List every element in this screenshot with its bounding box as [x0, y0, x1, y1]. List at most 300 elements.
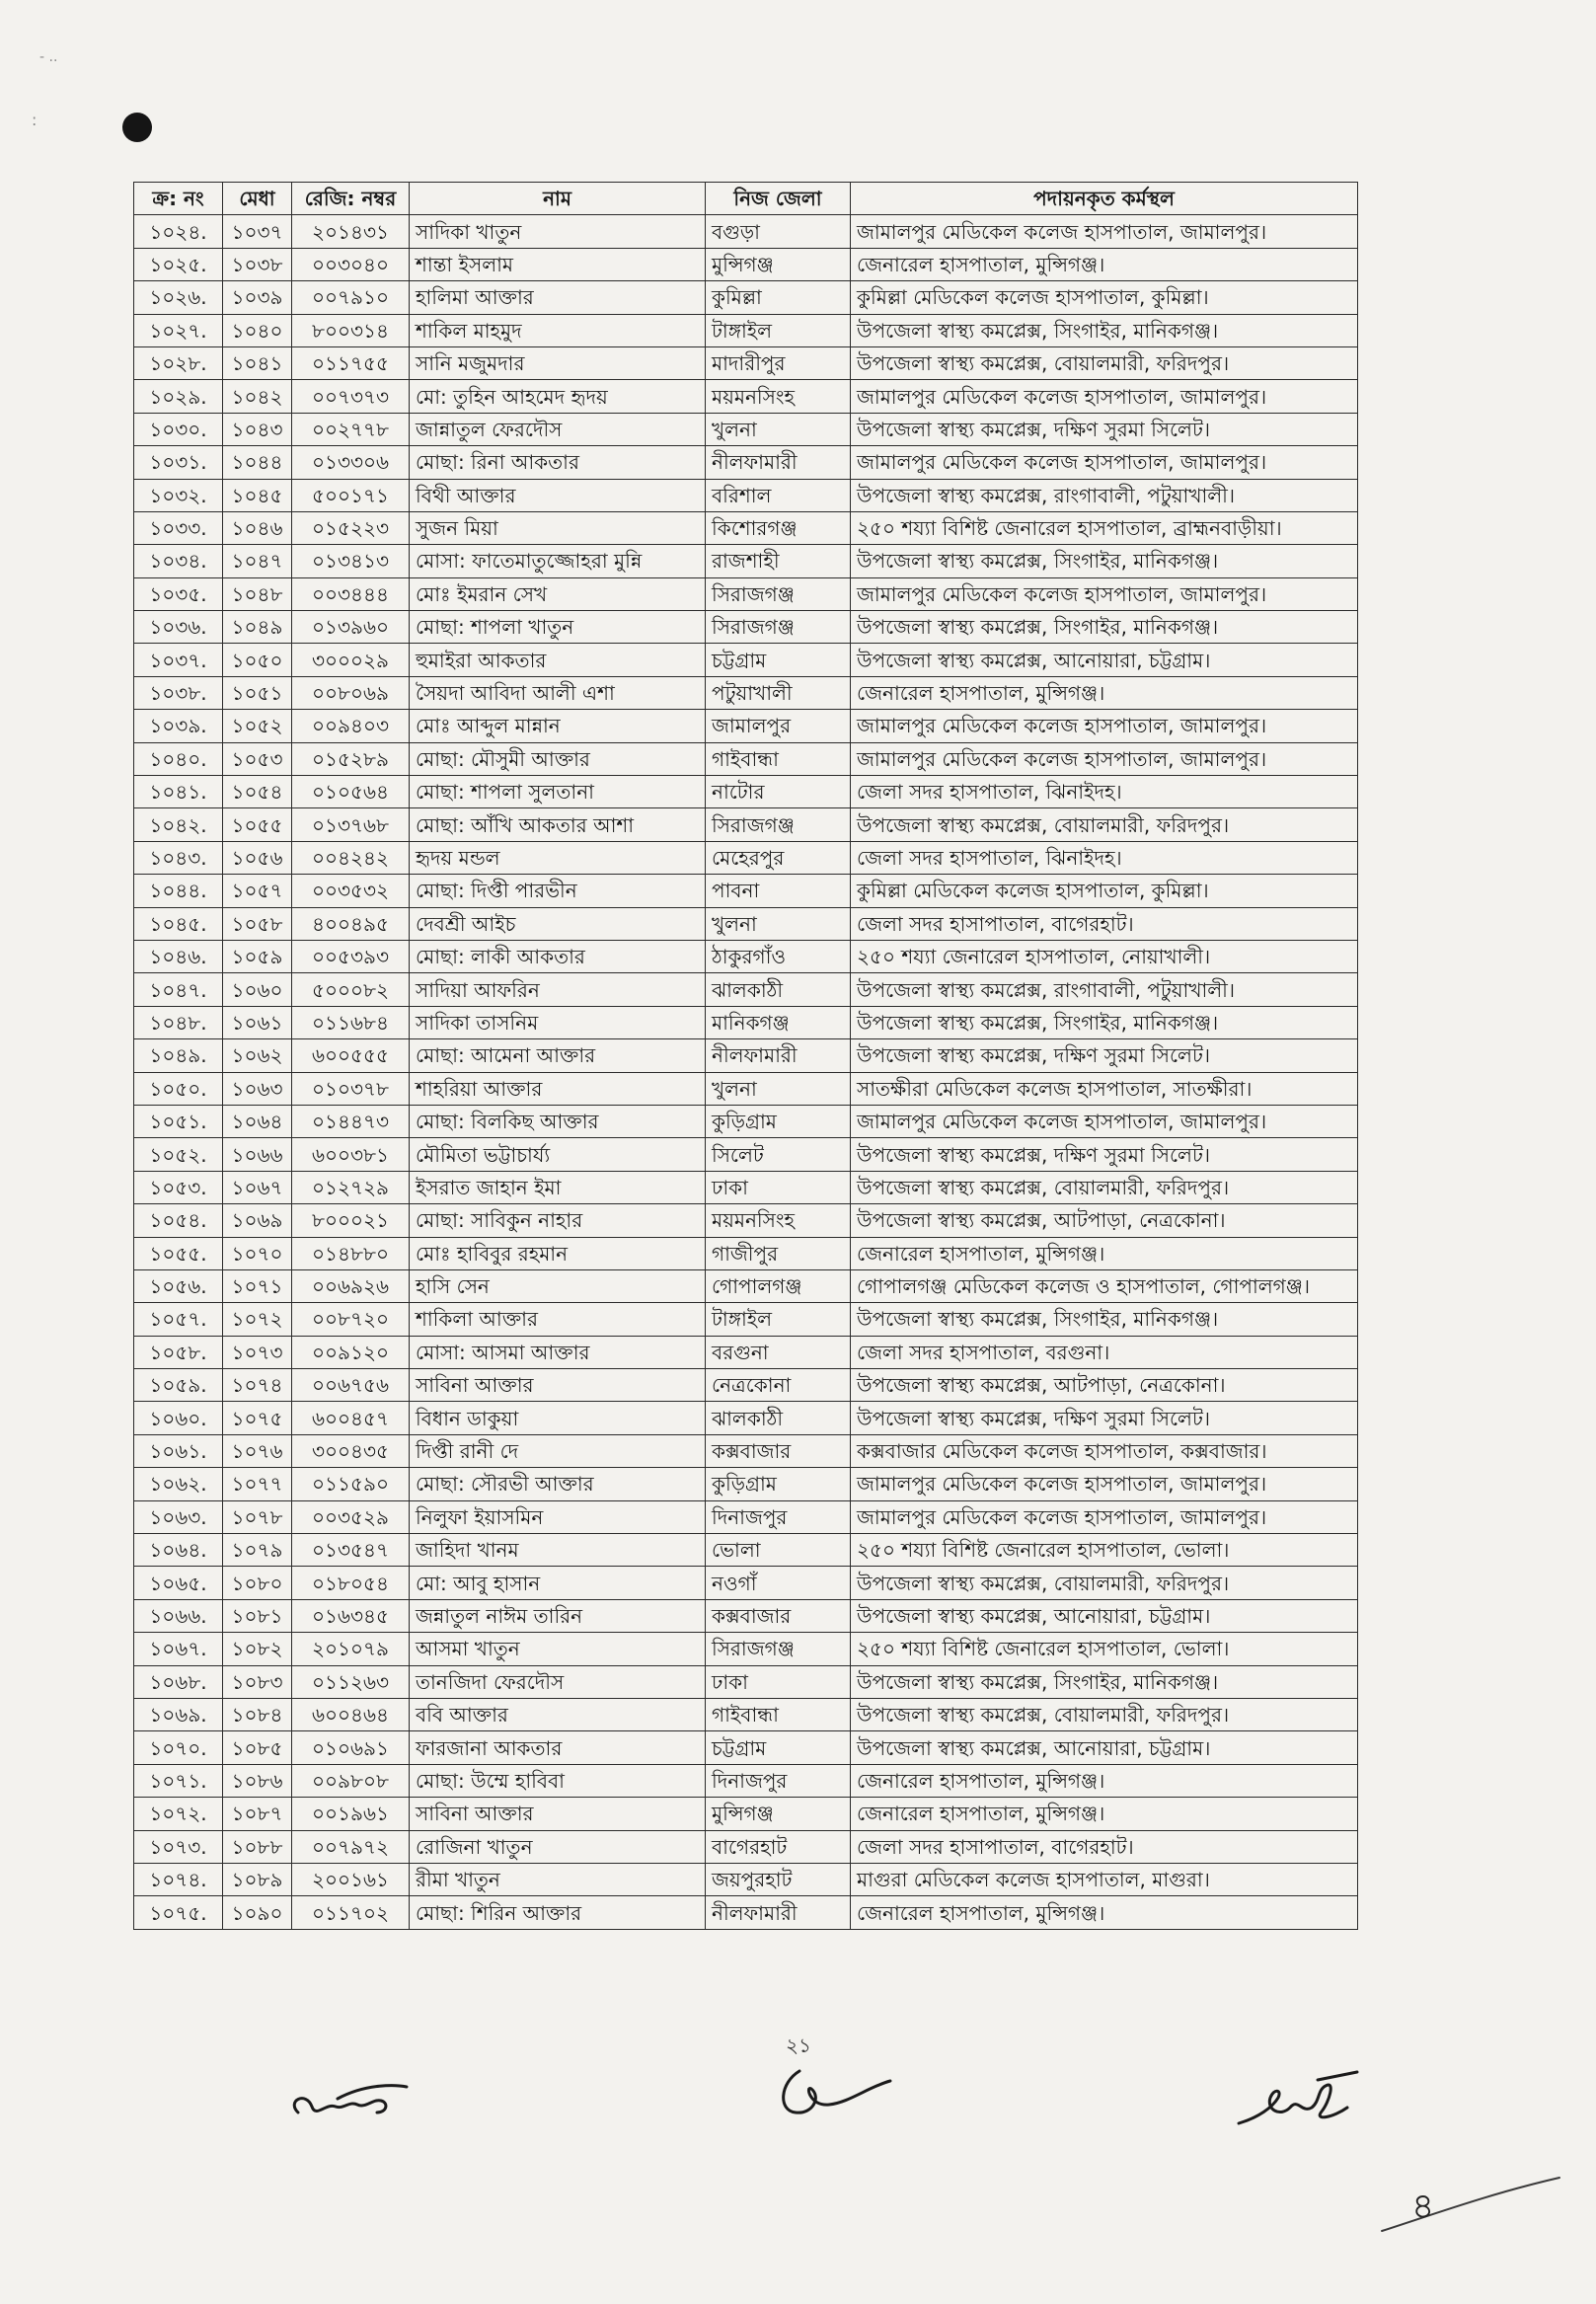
cell-merit: ১০৮৭ — [223, 1798, 292, 1830]
cell-posting-place: জামালপুর মেডিকেল কলেজ হাসপাতাল, জামালপুর। — [851, 577, 1358, 610]
cell-posting-place: ২৫০ শয্যা বিশিষ্ট জেনারেল হাসপাতাল, ভোলা। — [851, 1534, 1358, 1567]
table-row — [134, 1171, 1358, 1203]
cell-reg-no: ০১১৬৮৪ — [292, 1006, 410, 1038]
cell-serial: ১০৫৮. — [134, 1336, 223, 1368]
cell-serial: ১০৫০. — [134, 1072, 223, 1105]
cell-home-district: ঝালকাঠী — [706, 1402, 851, 1434]
cell-name: জাহিদা খানম — [410, 1534, 706, 1567]
table-row — [134, 1534, 1358, 1567]
cell-posting-place: উপজেলা স্বাস্থ্য কমপ্লেক্স, সিংগাইর, মানিকগঞ্জ। — [851, 611, 1358, 644]
cell-posting-place: উপজেলা স্বাস্থ্য কমপ্লেক্স, সিংগাইর, মানিকগঞ্জ। — [851, 1665, 1358, 1698]
cell-serial: ১০৬৩. — [134, 1500, 223, 1533]
cell-home-district: রাজশাহী — [706, 545, 851, 577]
cell-merit: ১০৭০ — [223, 1237, 292, 1269]
page-number: ২১ — [786, 2034, 811, 2057]
cell-merit: ১০৬২ — [223, 1039, 292, 1072]
cell-serial: ১০৩০. — [134, 413, 223, 445]
cell-posting-place: ২৫০ শয্যা জেনারেল হাসপাতাল, নোয়াখালী। — [851, 940, 1358, 972]
cell-home-district: ঢাকা — [706, 1665, 851, 1698]
cell-home-district: মুন্সিগঞ্জ — [706, 1798, 851, 1830]
cell-serial: ১০৩৯. — [134, 710, 223, 742]
cell-reg-no: ০০৫৩৯৩ — [292, 940, 410, 972]
cell-reg-no: ০১১২৬৩ — [292, 1665, 410, 1698]
cell-name: মো: আবু হাসান — [410, 1567, 706, 1599]
table-row — [134, 1039, 1358, 1072]
table-row — [134, 776, 1358, 808]
table-row — [134, 346, 1358, 379]
cell-posting-place: কুমিল্লা মেডিকেল কলেজ হাসপাতাল, কুমিল্লা। — [851, 875, 1358, 907]
cell-reg-no: ০০৮৭২০ — [292, 1303, 410, 1336]
cell-merit: ১০৪২ — [223, 380, 292, 413]
cell-reg-no: ০১১৫৯০ — [292, 1468, 410, 1500]
cell-merit: ১০৮৫ — [223, 1731, 292, 1764]
cell-merit: ১০৬৭ — [223, 1171, 292, 1203]
cell-merit: ১০৮২ — [223, 1633, 292, 1665]
cell-reg-no: ৬০০৫৫৫ — [292, 1039, 410, 1072]
cell-serial: ১০৪৫. — [134, 907, 223, 940]
cell-posting-place: উপজেলা স্বাস্থ্য কমপ্লেক্স, সিংগাইর, মানিকগঞ্জ। — [851, 1303, 1358, 1336]
cell-reg-no: ০১০৩৭৮ — [292, 1072, 410, 1105]
cell-posting-place: গোপালগঞ্জ মেডিকেল কলেজ ও হাসপাতাল, গোপালগঞ্জ। — [851, 1269, 1358, 1302]
cell-home-district: বাগেরহাট — [706, 1830, 851, 1863]
cell-serial: ১০৬৮. — [134, 1665, 223, 1698]
cell-home-district: টাঙ্গাইল — [706, 314, 851, 346]
cell-serial: ১০৪৬. — [134, 940, 223, 972]
cell-posting-place: জামালপুর মেডিকেল কলেজ হাসপাতাল, জামালপুর। — [851, 215, 1358, 248]
header-home-district: নিজ জেলা — [706, 183, 851, 215]
cell-name: সাদিকা খাতুন — [410, 215, 706, 248]
cell-name: মোঃ হাবিবুর রহমান — [410, 1237, 706, 1269]
cell-posting-place: জেলা সদর হাসপাতাল, ঝিনাইদহ। — [851, 841, 1358, 874]
posting-table — [133, 182, 1358, 1930]
cell-name: মৌমিতা ভট্টাচার্য্য — [410, 1138, 706, 1171]
cell-name: সুজন মিয়া — [410, 511, 706, 544]
cell-posting-place: উপজেলা স্বাস্থ্য কমপ্লেক্স, সিংগাইর, মানিকগঞ্জ। — [851, 545, 1358, 577]
cell-merit: ১০৬০ — [223, 973, 292, 1006]
cell-home-district: মুন্সিগঞ্জ — [706, 248, 851, 280]
cell-reg-no: ০১০৬৯১ — [292, 1731, 410, 1764]
cell-posting-place: উপজেলা স্বাস্থ্য কমপ্লেক্স, বোয়ালমারী, ফরিদপুর। — [851, 1567, 1358, 1599]
cell-home-district: ঠাকুরগাঁও — [706, 940, 851, 972]
cell-merit: ১০৮০ — [223, 1567, 292, 1599]
cell-reg-no: ০১১৭০২ — [292, 1896, 410, 1929]
cell-home-district: ভোলা — [706, 1534, 851, 1567]
cell-merit: ১০৪১ — [223, 346, 292, 379]
table-row — [134, 907, 1358, 940]
table-row — [134, 1468, 1358, 1500]
cell-reg-no: ০১৬৩৪৫ — [292, 1599, 410, 1632]
cell-name: হালিমা আক্তার — [410, 281, 706, 314]
table-row — [134, 446, 1358, 479]
table-row — [134, 1698, 1358, 1730]
cell-home-district: নেত্রকোনা — [706, 1369, 851, 1402]
cell-merit: ১০৪৫ — [223, 479, 292, 511]
cell-merit: ১০৭৭ — [223, 1468, 292, 1500]
table-row — [134, 1237, 1358, 1269]
cell-merit: ১০৭১ — [223, 1269, 292, 1302]
cell-reg-no: ০১৩৩০৬ — [292, 446, 410, 479]
cell-serial: ১০৩৪. — [134, 545, 223, 577]
punch-hole — [122, 113, 152, 142]
cell-serial: ১০৩৭. — [134, 644, 223, 676]
cell-home-district: গাজীপুর — [706, 1237, 851, 1269]
cell-home-district: সিলেট — [706, 1138, 851, 1171]
cell-home-district: চট্টগ্রাম — [706, 1731, 851, 1764]
cell-reg-no: ০০৩৪৪৪ — [292, 577, 410, 610]
cell-posting-place: জেনারেল হাসপাতাল, মুন্সিগঞ্জ। — [851, 1764, 1358, 1797]
cell-merit: ১০৪০ — [223, 314, 292, 346]
cell-reg-no: ৮০০০২১ — [292, 1204, 410, 1237]
cell-posting-place: জেনারেল হাসপাতাল, মুন্সিগঞ্জ। — [851, 1798, 1358, 1830]
cell-serial: ১০৩২. — [134, 479, 223, 511]
cell-serial: ১০৩৫. — [134, 577, 223, 610]
cell-merit: ১০৫৮ — [223, 907, 292, 940]
cell-posting-place: উপজেলা স্বাস্থ্য কমপ্লেক্স, দক্ষিণ সুরমা সিলেট। — [851, 1402, 1358, 1434]
cell-name: মোছা: বিলকিছ আক্তার — [410, 1105, 706, 1137]
cell-home-district: মাদারীপুর — [706, 346, 851, 379]
cell-home-district: বরগুনা — [706, 1336, 851, 1368]
cell-name: জন্নাতুল নাঈম তারিন — [410, 1599, 706, 1632]
cell-reg-no: ৬০০৪৫৭ — [292, 1402, 410, 1434]
cell-reg-no: ০১৫২২৩ — [292, 511, 410, 544]
cell-home-district: সিরাজগঞ্জ — [706, 577, 851, 610]
table-row — [134, 215, 1358, 248]
table-row — [134, 676, 1358, 709]
cell-home-district: মেহেরপুর — [706, 841, 851, 874]
cell-serial: ১০৬০. — [134, 1402, 223, 1434]
cell-reg-no: ০০৪২৪২ — [292, 841, 410, 874]
cell-reg-no: ০০৮০৬৯ — [292, 676, 410, 709]
cell-name: মোঃ আব্দুল মান্নান — [410, 710, 706, 742]
cell-serial: ১০৫৭. — [134, 1303, 223, 1336]
cell-name: দেবশ্রী আইচ — [410, 907, 706, 940]
cell-merit: ১০৩৮ — [223, 248, 292, 280]
cell-posting-place: জামালপুর মেডিকেল কলেজ হাসপাতাল, জামালপুর। — [851, 380, 1358, 413]
cell-posting-place: জামালপুর মেডিকেল কলেজ হাসপাতাল, জামালপুর। — [851, 710, 1358, 742]
cell-name: সাবিনা আক্তার — [410, 1369, 706, 1402]
table-row — [134, 875, 1358, 907]
cell-home-district: খুলনা — [706, 1072, 851, 1105]
cell-serial: ১০৪৪. — [134, 875, 223, 907]
cell-name: সাদিয়া আফরিন — [410, 973, 706, 1006]
cell-name: মোছা: রিনা আকতার — [410, 446, 706, 479]
cell-name: মোসা: আসমা আক্তার — [410, 1336, 706, 1368]
cell-reg-no: ০১২৭২৯ — [292, 1171, 410, 1203]
cell-name: সৈয়দা আবিদা আলী এশা — [410, 676, 706, 709]
cell-posting-place: জেলা সদর হাসাপাতাল, বাগেরহাট। — [851, 907, 1358, 940]
cell-serial: ১০৭১. — [134, 1764, 223, 1797]
table-row — [134, 1105, 1358, 1137]
cell-name: সানি মজুমদার — [410, 346, 706, 379]
cell-merit: ১০৭৫ — [223, 1402, 292, 1434]
cell-name: মোছা: আমেনা আক্তার — [410, 1039, 706, 1072]
cell-name: মোছা: দিপ্তী পারভীন — [410, 875, 706, 907]
cell-posting-place: উপজেলা স্বাস্থ্য কমপ্লেক্স, আনোয়ারা, চট্টগ্রাম। — [851, 1731, 1358, 1764]
cell-reg-no: ৫০০১৭১ — [292, 479, 410, 511]
signature-center — [770, 2053, 898, 2132]
cell-home-district: কিশোরগঞ্জ — [706, 511, 851, 544]
cell-reg-no: ০১৩৪১৩ — [292, 545, 410, 577]
cell-name: হুমাইরা আকতার — [410, 644, 706, 676]
cell-serial: ১০৪৯. — [134, 1039, 223, 1072]
table-row — [134, 1303, 1358, 1336]
cell-name: রীমা খাতুন — [410, 1863, 706, 1895]
table-row — [134, 1500, 1358, 1533]
cell-merit: ১০৮৯ — [223, 1863, 292, 1895]
cell-home-district: দিনাজপুর — [706, 1764, 851, 1797]
cell-reg-no: ০০৩৫৩২ — [292, 875, 410, 907]
cell-name: মো: তুহিন আহমেদ হৃদয় — [410, 380, 706, 413]
table-row — [134, 611, 1358, 644]
cell-name: মোছা: শাপলা খাতুন — [410, 611, 706, 644]
cell-home-district: নীলফামারী — [706, 1896, 851, 1929]
cell-name: মোছা: শিরিন আক্তার — [410, 1896, 706, 1929]
cell-serial: ১০৬১. — [134, 1434, 223, 1467]
cell-merit: ১০৪৮ — [223, 577, 292, 610]
cell-merit: ১০৬১ — [223, 1006, 292, 1038]
cell-posting-place: জেনারেল হাসপাতাল, মুন্সিগঞ্জ। — [851, 1896, 1358, 1929]
table-row — [134, 1434, 1358, 1467]
cell-merit: ১০৬৬ — [223, 1138, 292, 1171]
cell-reg-no: ০১১৭৫৫ — [292, 346, 410, 379]
cell-merit: ১০৭৬ — [223, 1434, 292, 1467]
cell-home-district: ময়মনসিংহ — [706, 1204, 851, 1237]
cell-name: হৃদয় মন্ডল — [410, 841, 706, 874]
cell-reg-no: ২০০১৬১ — [292, 1863, 410, 1895]
cell-posting-place: জেনারেল হাসপাতাল, মুন্সিগঞ্জ। — [851, 248, 1358, 280]
cell-reg-no: ০০২৭৭৮ — [292, 413, 410, 445]
cell-home-district: নীলফামারী — [706, 1039, 851, 1072]
cell-home-district: টাঙ্গাইল — [706, 1303, 851, 1336]
cell-merit: ১০৫৩ — [223, 742, 292, 775]
cell-serial: ১০৭২. — [134, 1798, 223, 1830]
cell-merit: ১০৮৬ — [223, 1764, 292, 1797]
cell-reg-no: ০০৭৯৭২ — [292, 1830, 410, 1863]
table-row — [134, 1072, 1358, 1105]
cell-posting-place: জেনারেল হাসপাতাল, মুন্সিগঞ্জ। — [851, 676, 1358, 709]
cell-home-district: পাবনা — [706, 875, 851, 907]
cell-posting-place: উপজেলা স্বাস্থ্য কমপ্লেক্স, সিংগাইর, মানিকগঞ্জ। — [851, 1006, 1358, 1038]
cell-serial: ১০৪৭. — [134, 973, 223, 1006]
cell-name: বিধান ডাকুয়া — [410, 1402, 706, 1434]
cell-merit: ১০৫১ — [223, 676, 292, 709]
cell-merit: ১০৭৪ — [223, 1369, 292, 1402]
cell-posting-place: কক্সবাজার মেডিকেল কলেজ হাসপাতাল, কক্সবাজার। — [851, 1434, 1358, 1467]
cell-posting-place: জামালপুর মেডিকেল কলেজ হাসপাতাল, জামালপুর। — [851, 742, 1358, 775]
table-row — [134, 940, 1358, 972]
table-row — [134, 1896, 1358, 1929]
cell-serial: ১০৭৫. — [134, 1896, 223, 1929]
cell-serial: ১০৫১. — [134, 1105, 223, 1137]
header-name: নাম — [410, 183, 706, 215]
cell-reg-no: ২০১০৭৯ — [292, 1633, 410, 1665]
cell-serial: ১০২৪. — [134, 215, 223, 248]
cell-reg-no: ০১০৫৬৪ — [292, 776, 410, 808]
cell-reg-no: ০০৩০৪০ — [292, 248, 410, 280]
cell-serial: ১০৪২. — [134, 808, 223, 841]
table-row — [134, 1599, 1358, 1632]
cell-name: মোছা: শাপলা সুলতানা — [410, 776, 706, 808]
cell-serial: ১০৩৬. — [134, 611, 223, 644]
cell-serial: ১০৫৩. — [134, 1171, 223, 1203]
cell-merit: ১০৩৯ — [223, 281, 292, 314]
table-row — [134, 1567, 1358, 1599]
cell-name: মোছা: লাকী আকতার — [410, 940, 706, 972]
cell-serial: ১০৪৩. — [134, 841, 223, 874]
table-row — [134, 1830, 1358, 1863]
cell-reg-no: ০০৭৩৭৩ — [292, 380, 410, 413]
cell-merit: ১০৭৯ — [223, 1534, 292, 1567]
table-header-row — [134, 183, 1358, 215]
cell-home-district: বরিশাল — [706, 479, 851, 511]
cell-reg-no: ৬০০৩৮১ — [292, 1138, 410, 1171]
cell-home-district: পটুয়াখালী — [706, 676, 851, 709]
cell-home-district: গাইবান্ধা — [706, 742, 851, 775]
cell-home-district: কুড়িগ্রাম — [706, 1105, 851, 1137]
cell-merit: ১০৫৭ — [223, 875, 292, 907]
table-row — [134, 577, 1358, 610]
table-row — [134, 1204, 1358, 1237]
cell-name: হাসি সেন — [410, 1269, 706, 1302]
cell-reg-no: ০১৩৭৬৮ — [292, 808, 410, 841]
cell-home-district: নওগাঁ — [706, 1567, 851, 1599]
cell-home-district: সিরাজগঞ্জ — [706, 611, 851, 644]
scan-specks-2: : — [32, 111, 38, 129]
cell-merit: ১০৭৩ — [223, 1336, 292, 1368]
cell-home-district: গোপালগঞ্জ — [706, 1269, 851, 1302]
cell-merit: ১০৮১ — [223, 1599, 292, 1632]
cell-posting-place: কুমিল্লা মেডিকেল কলেজ হাসপাতাল, কুমিল্লা। — [851, 281, 1358, 314]
table-row — [134, 1731, 1358, 1764]
cell-home-district: ঢাকা — [706, 1171, 851, 1203]
table-row — [134, 511, 1358, 544]
cell-reg-no: ৬০০৪৬৪ — [292, 1698, 410, 1730]
cell-merit: ১০৪৯ — [223, 611, 292, 644]
signature-right — [1219, 2068, 1377, 2147]
cell-serial: ১০৫৪. — [134, 1204, 223, 1237]
cell-name: দিপ্তী রানী দে — [410, 1434, 706, 1467]
cell-reg-no: ৩০০০২৯ — [292, 644, 410, 676]
table-row — [134, 1764, 1358, 1797]
table-row — [134, 1336, 1358, 1368]
cell-merit: ১০৬৪ — [223, 1105, 292, 1137]
cell-home-district: খুলনা — [706, 907, 851, 940]
cell-home-district: সিরাজগঞ্জ — [706, 808, 851, 841]
cell-name: জান্নাতুল ফেরদৌস — [410, 413, 706, 445]
table-row — [134, 380, 1358, 413]
cell-merit: ১০৪৪ — [223, 446, 292, 479]
cell-name: সাবিনা আক্তার — [410, 1798, 706, 1830]
cell-serial: ১০৩৮. — [134, 676, 223, 709]
cell-reg-no: ০১৪৮৮০ — [292, 1237, 410, 1269]
cell-posting-place: উপজেলা স্বাস্থ্য কমপ্লেক্স, রাংগাবালী, পটুয়াখালী। — [851, 973, 1358, 1006]
cell-serial: ১০২৯. — [134, 380, 223, 413]
cell-merit: ১০৪৩ — [223, 413, 292, 445]
cell-home-district: কক্সবাজার — [706, 1434, 851, 1467]
cell-name: মোঃ ইমরান সেখ — [410, 577, 706, 610]
table-row — [134, 1798, 1358, 1830]
cell-reg-no: ০১৩৯৬০ — [292, 611, 410, 644]
cell-reg-no: ২০১৪৩১ — [292, 215, 410, 248]
table-row — [134, 1269, 1358, 1302]
cell-reg-no: ৩০০৪৩৫ — [292, 1434, 410, 1467]
cell-merit: ১০৫০ — [223, 644, 292, 676]
cell-posting-place: সাতক্ষীরা মেডিকেল কলেজ হাসপাতাল, সাতক্ষীরা। — [851, 1072, 1358, 1105]
cell-name: আসমা খাতুন — [410, 1633, 706, 1665]
cell-reg-no: ০০৯১২০ — [292, 1336, 410, 1368]
cell-reg-no: ০০৩৫২৯ — [292, 1500, 410, 1533]
cell-merit: ১০৮৩ — [223, 1665, 292, 1698]
cell-posting-place: জামালপুর মেডিকেল কলেজ হাসপাতাল, জামালপুর। — [851, 1105, 1358, 1137]
cell-name: সাদিকা তাসনিম — [410, 1006, 706, 1038]
handwritten-note: ৪ — [1411, 2187, 1435, 2227]
cell-merit: ১০৫৯ — [223, 940, 292, 972]
table-row — [134, 1369, 1358, 1402]
header-merit: মেধা — [223, 183, 292, 215]
header-reg-no: রেজি: নম্বর — [292, 183, 410, 215]
cell-merit: ১০৯০ — [223, 1896, 292, 1929]
cell-posting-place: জেলা সদর হাসপাতাল, বরগুনা। — [851, 1336, 1358, 1368]
cell-serial: ১০৫২. — [134, 1138, 223, 1171]
cell-name: মোছা: সৌরভী আক্তার — [410, 1468, 706, 1500]
table-row — [134, 710, 1358, 742]
table-row — [134, 1863, 1358, 1895]
cell-serial: ১০৫৬. — [134, 1269, 223, 1302]
signature-left — [278, 2073, 417, 2142]
cell-merit: ১০৫২ — [223, 710, 292, 742]
cell-posting-place: উপজেলা স্বাস্থ্য কমপ্লেক্স, রাংগাবালী, পটুয়াখালী। — [851, 479, 1358, 511]
cell-posting-place: উপজেলা স্বাস্থ্য কমপ্লেক্স, দক্ষিণ সুরমা সিলেট। — [851, 1138, 1358, 1171]
cell-reg-no: ০০৯৪০৩ — [292, 710, 410, 742]
cell-reg-no: ০০৬৭৫৬ — [292, 1369, 410, 1402]
cell-home-district: চট্টগ্রাম — [706, 644, 851, 676]
cell-name: মোছা: মৌসুমী আক্তার — [410, 742, 706, 775]
cell-posting-place: জেলা সদর হাসাপাতাল, বাগেরহাট। — [851, 1830, 1358, 1863]
cell-posting-place: উপজেলা স্বাস্থ্য কমপ্লেক্স, দক্ষিণ সুরমা সিলেট। — [851, 413, 1358, 445]
cell-name: শান্তা ইসলাম — [410, 248, 706, 280]
cell-reg-no: ০১৪৪৭৩ — [292, 1105, 410, 1137]
cell-posting-place: উপজেলা স্বাস্থ্য কমপ্লেক্স, আটপাড়া, নেত্রকোনা। — [851, 1369, 1358, 1402]
cell-reg-no: ০০১৯৬১ — [292, 1798, 410, 1830]
table-row — [134, 808, 1358, 841]
cell-posting-place: উপজেলা স্বাস্থ্য কমপ্লেক্স, বোয়ালমারী, ফরিদপুর। — [851, 1698, 1358, 1730]
cell-reg-no: ৮০০৩১৪ — [292, 314, 410, 346]
table-row — [134, 314, 1358, 346]
cell-home-district: কক্সবাজার — [706, 1599, 851, 1632]
table-row — [134, 479, 1358, 511]
cell-serial: ১০৬৬. — [134, 1599, 223, 1632]
cell-reg-no: ০০৯৮০৮ — [292, 1764, 410, 1797]
cell-merit: ১০৩৭ — [223, 215, 292, 248]
cell-home-district: গাইবান্ধা — [706, 1698, 851, 1730]
cell-merit: ১০৮৮ — [223, 1830, 292, 1863]
cell-home-district: ঝালকাঠী — [706, 973, 851, 1006]
cell-name: ইসরাত জাহান ইমা — [410, 1171, 706, 1203]
header-serial: ক্র: নং — [134, 183, 223, 215]
cell-posting-place: জামালপুর মেডিকেল কলেজ হাসপাতাল, জামালপুর। — [851, 1468, 1358, 1500]
table-row — [134, 1665, 1358, 1698]
cell-home-district: সিরাজগঞ্জ — [706, 1633, 851, 1665]
cell-serial: ১০৬৭. — [134, 1633, 223, 1665]
cell-home-district: দিনাজপুর — [706, 1500, 851, 1533]
cell-name: শাহরিয়া আক্তার — [410, 1072, 706, 1105]
header-posting-place: পদায়নকৃত কর্মস্থল — [851, 183, 1358, 215]
cell-serial: ১০৬৫. — [134, 1567, 223, 1599]
cell-posting-place: জেনারেল হাসপাতাল, মুন্সিগঞ্জ। — [851, 1237, 1358, 1269]
cell-name: মোছা: উম্মে হাবিবা — [410, 1764, 706, 1797]
cell-posting-place: মাগুরা মেডিকেল কলেজ হাসপাতাল, মাগুরা। — [851, 1863, 1358, 1895]
cell-serial: ১০২৭. — [134, 314, 223, 346]
